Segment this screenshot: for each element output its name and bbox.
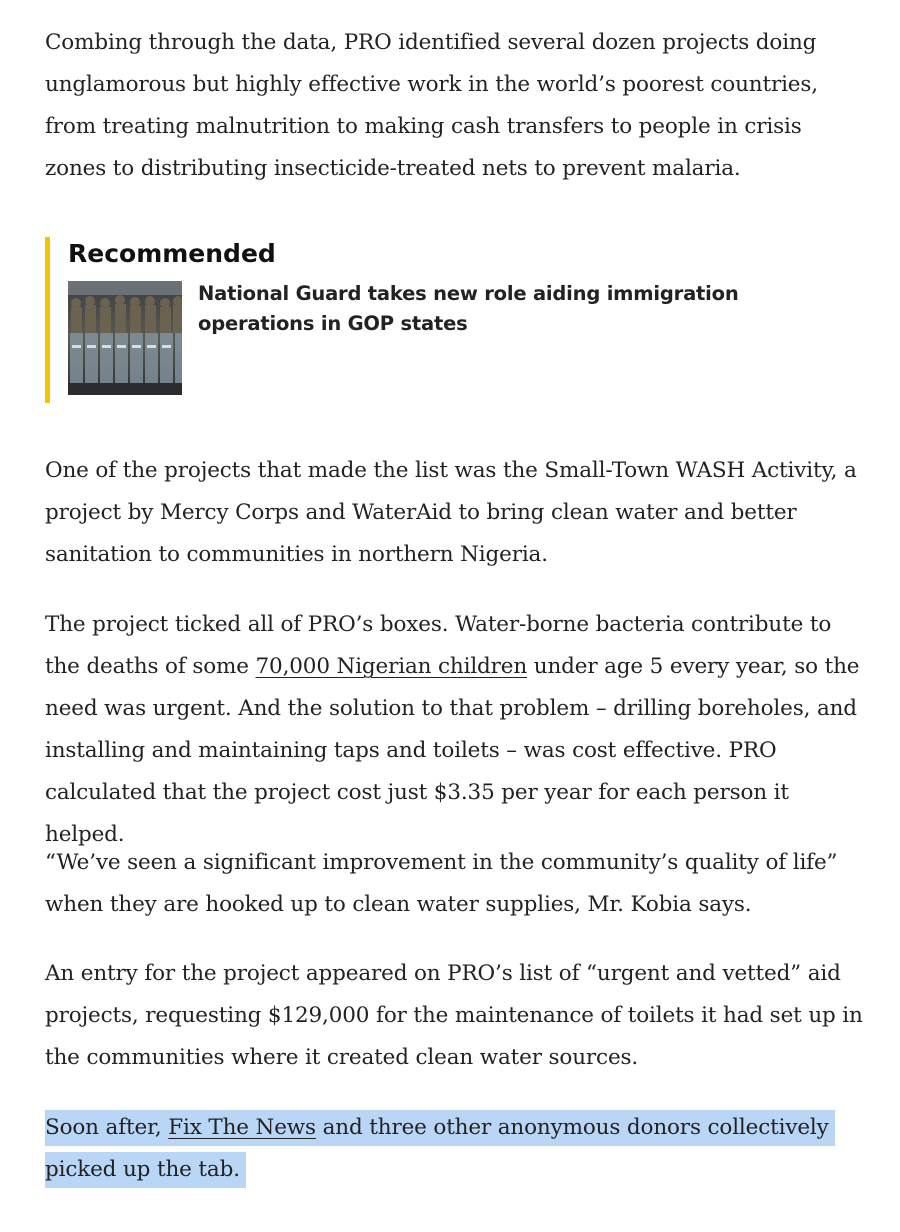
recommended-heading: Recommended xyxy=(68,239,276,268)
recommended-thumbnail[interactable] xyxy=(68,281,182,395)
paragraph-kobia-quote: “We’ve seen a significant improvement in the community’s quality of life” when they are hooked up to clean water supplies, Mr. Kobia says. xyxy=(45,850,838,917)
recommended-article-link[interactable]: National Guard takes new role aiding immigration operations in GOP states xyxy=(198,282,739,335)
nigerian-children-link[interactable]: 70,000 Nigerian children xyxy=(255,654,528,679)
paragraph-text: and three other anonymous donors collectively picked up the tab. xyxy=(45,1115,829,1182)
text-selection-highlight[interactable] xyxy=(45,1110,835,1188)
paragraph-text: The project ticked all of PRO’s boxes. Water-borne bacteria contribute to the deaths of some xyxy=(45,612,832,679)
paragraph-text: under age 5 every year, so the need was urgent. And the solution to that problem – drilling boreholes, and installing and maintaining taps and toilets – was cost effective. PRO calculated that the project cost just $3.35 per year for each person it helped. xyxy=(45,654,860,847)
recommended-box xyxy=(45,237,865,403)
soldiers-photo-image xyxy=(68,281,182,395)
paragraph-selected xyxy=(45,1107,865,1191)
paragraph-pro-list-entry: An entry for the project appeared on PRO’s list of “urgent and vetted” aid projects, requesting $129,000 for the maintenance of toilets it had set up in the communities where it created clean water sources. xyxy=(45,961,863,1070)
fix-the-news-link[interactable]: Fix The News xyxy=(168,1115,316,1140)
paragraph-text: Soon after, xyxy=(45,1115,169,1140)
paragraph-project-boxes xyxy=(45,604,865,856)
paragraph-intro: Combing through the data, PRO identified several dozen projects doing unglamorous but highly effective work in the world’s poorest countries, from treating malnutrition to making cash transfers to people in crisis zones to distributing insecticide-treated nets to prevent malaria. xyxy=(45,30,818,181)
paragraph-wash-activity: One of the projects that made the list was the Small-Town WASH Activity, a project by Mercy Corps and WaterAid to bring clean water and better sanitation to communities in northern Nigeria. xyxy=(45,458,857,567)
